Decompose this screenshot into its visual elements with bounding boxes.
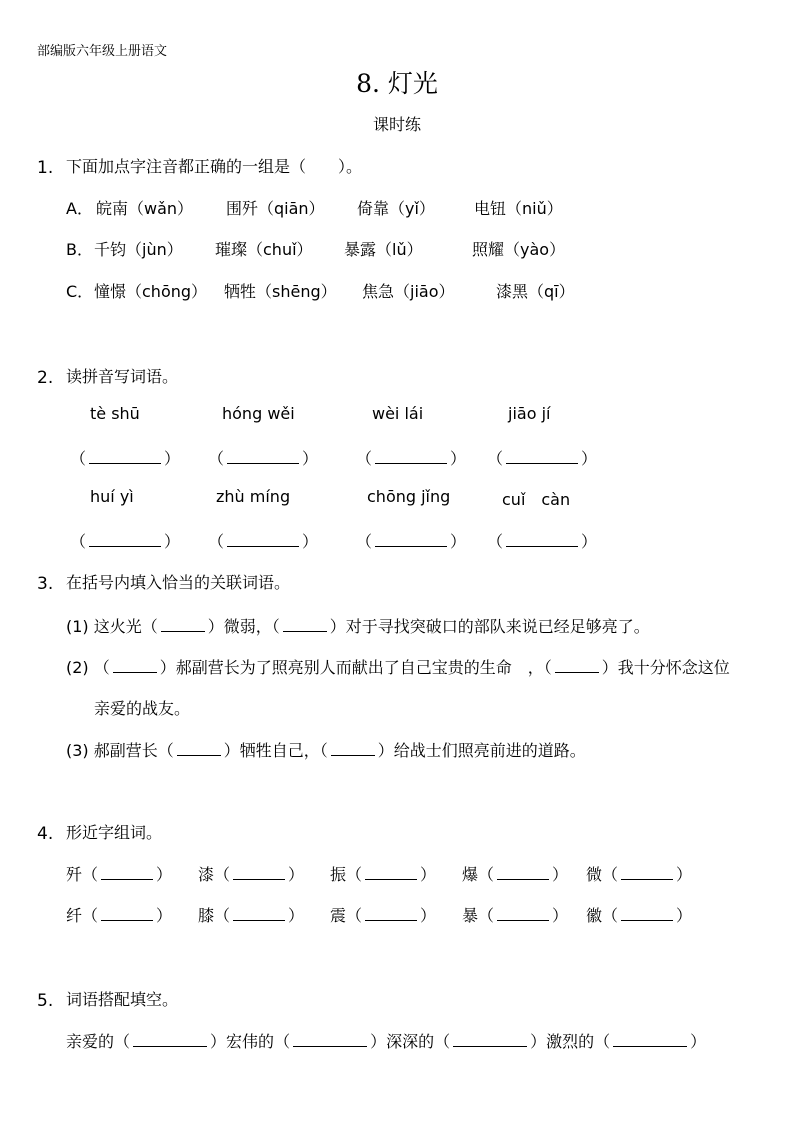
word: 亲爱的 <box>66 1032 115 1051</box>
option-a <box>66 196 93 219</box>
option-label: B． <box>66 240 93 259</box>
answer-blank[interactable]: （ ） <box>208 532 319 551</box>
answer-blank[interactable] <box>621 906 673 921</box>
sentence-part: 这火光（ <box>93 617 158 636</box>
answer-blank[interactable]: （ ） <box>356 532 467 551</box>
sentence-part: ）微弱，（ <box>207 617 280 636</box>
sentence-part: ）对于寻找突破口的部队来说已经足够亮了。 <box>329 617 650 636</box>
answer-blank[interactable] <box>497 865 549 880</box>
pinyin-word: cuǐ càn <box>502 490 571 509</box>
sentence-part: 郝副营长（ <box>93 741 174 760</box>
answer-blank[interactable] <box>555 658 599 673</box>
sentence-part: ）郝副营长为了照亮别人而献出了自己宝贵的生命 ，（ <box>159 658 552 677</box>
pinyin-word: chōng jǐng <box>367 487 451 506</box>
question-text-2: 读拼音写词语。 <box>66 367 179 386</box>
char-item: 暴（ ） <box>462 906 569 925</box>
answer-blank[interactable] <box>233 865 285 880</box>
char-item: 爆（ ） <box>462 865 569 884</box>
option-label: C． <box>66 282 94 301</box>
char-item: 纤（ ） <box>66 906 173 925</box>
answer-blank[interactable] <box>177 741 221 756</box>
question-number-1: 1. <box>37 158 54 178</box>
option-b-item: 暴露（lǔ） <box>344 240 423 259</box>
answer-blank[interactable]: （ ） <box>70 532 181 551</box>
char-item: 徽（ ） <box>586 906 693 925</box>
question-number-3: 3. <box>37 574 54 594</box>
answer-blank[interactable] <box>497 906 549 921</box>
pinyin-word: hóng wěi <box>222 404 295 423</box>
sentence-part: ）我十分怀念这位 <box>601 658 730 677</box>
answer-blank[interactable] <box>365 865 417 880</box>
option-a-item: 围歼（qiān） <box>226 199 325 218</box>
sentence-part: ）给战士们照亮前进的道路。 <box>377 741 586 760</box>
answer-blank[interactable]: （ ） <box>356 449 467 468</box>
char: 振 <box>330 865 347 884</box>
answer-blank[interactable] <box>621 865 673 880</box>
option-label: A． <box>66 199 93 218</box>
page-subtitle: 课时练 <box>372 115 421 134</box>
word: 激烈的 <box>546 1032 595 1051</box>
question-number-4: 4. <box>37 824 54 844</box>
answer-blank[interactable] <box>101 865 153 880</box>
sub-question-1 <box>66 614 650 637</box>
pinyin-word: tè shū <box>90 404 140 423</box>
char: 徽 <box>586 906 603 925</box>
answer-blank[interactable]: （ ） <box>487 532 598 551</box>
answer-blank[interactable] <box>365 906 417 921</box>
sub-question-2 <box>66 655 730 678</box>
option-c-item: 焦急（jiāo） <box>362 282 455 301</box>
char: 微 <box>586 865 603 884</box>
answer-blank[interactable] <box>293 1032 367 1047</box>
sub-label: (3) <box>66 741 89 760</box>
char: 歼 <box>66 865 83 884</box>
option-b-item: 璀璨（chuǐ） <box>215 240 313 259</box>
answer-blank[interactable] <box>101 906 153 921</box>
answer-blank[interactable] <box>233 906 285 921</box>
char: 漆 <box>198 865 215 884</box>
char-item: 漆（ ） <box>198 865 305 884</box>
option-a-item: 电钮（niǔ） <box>474 199 563 218</box>
option-c-item: 漆黑（qī） <box>496 282 575 301</box>
answer-blank[interactable]: （ ） <box>70 449 181 468</box>
char: 膝 <box>198 906 215 925</box>
question-number-5: 5. <box>37 991 54 1011</box>
answer-blank[interactable] <box>283 617 327 632</box>
pinyin-word: wèi lái <box>372 404 424 423</box>
option-a-item: 皖南（wǎn） <box>96 199 194 218</box>
sentence-continuation: 亲爱的战友。 <box>94 699 191 718</box>
sub-label: (2) <box>66 658 89 677</box>
char: 震 <box>330 906 347 925</box>
answer-blank[interactable]: （ ） <box>487 449 598 468</box>
char: 爆 <box>462 865 479 884</box>
option-b <box>66 237 93 260</box>
question-text-3: 在括号内填入恰当的关联词语。 <box>66 573 291 592</box>
question-number-2: 2. <box>37 368 54 388</box>
sentence-part: （ <box>93 658 110 677</box>
char-item: 振（ ） <box>330 865 437 884</box>
answer-blank[interactable] <box>453 1032 527 1047</box>
word: 深深的 <box>386 1032 435 1051</box>
sub-question-3 <box>66 738 586 761</box>
answer-blank[interactable] <box>161 617 205 632</box>
sub-label: (1) <box>66 617 89 636</box>
char: 纤 <box>66 906 83 925</box>
option-b-item: 照耀（yào） <box>472 240 566 259</box>
answer-blank[interactable] <box>113 658 157 673</box>
answer-blank[interactable] <box>133 1032 207 1047</box>
option-c-item: 憧憬（chōng） <box>94 282 208 301</box>
char-item: 微（ ） <box>586 865 693 884</box>
option-c <box>66 279 93 302</box>
option-b-item: 千钧（jùn） <box>94 240 183 259</box>
question-text-1: 下面加点字注音都正确的一组是（ ）。 <box>66 157 363 176</box>
char-item: 膝（ ） <box>198 906 305 925</box>
question-text-5: 词语搭配填空。 <box>66 990 179 1009</box>
char-item: 歼（ ） <box>66 865 173 884</box>
answer-blank[interactable]: （ ） <box>208 449 319 468</box>
pinyin-word: jiāo jí <box>508 404 551 423</box>
pinyin-word: huí yì <box>90 487 134 506</box>
pinyin-word: zhù míng <box>216 487 291 506</box>
char: 暴 <box>462 906 479 925</box>
option-c-item: 牺牲（shēng） <box>224 282 337 301</box>
option-a-item: 倚靠（yǐ） <box>357 199 435 218</box>
word-match-row: 亲爱的（ ）宏伟的（ ）深深的（ ）激烈的（ ） <box>66 1032 707 1051</box>
page-header: 部编版六年级上册语文 <box>37 44 168 59</box>
sentence-part: ）牺牲自己，（ <box>223 741 328 760</box>
answer-blank[interactable] <box>331 741 375 756</box>
word: 宏伟的 <box>226 1032 275 1051</box>
char-item: 震（ ） <box>330 906 437 925</box>
answer-blank[interactable] <box>613 1032 687 1047</box>
question-text-4: 形近字组词。 <box>66 823 163 842</box>
page-title: 8. 灯光 <box>356 69 438 98</box>
